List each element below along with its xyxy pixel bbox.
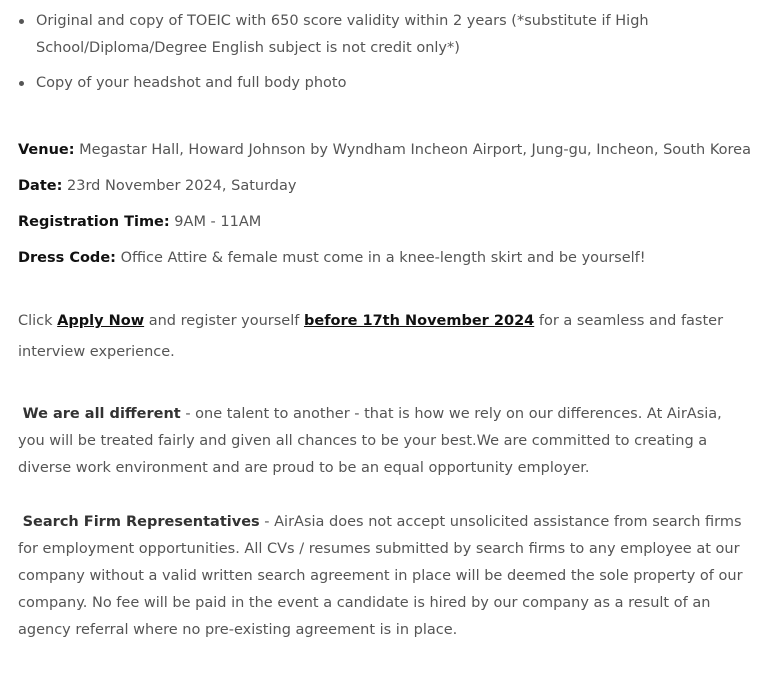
diversity-paragraph	[18, 401, 743, 482]
venue-label: Venue:	[18, 142, 75, 158]
apply-now-link[interactable]: Apply Now	[57, 313, 145, 329]
bullet-icon	[19, 19, 24, 24]
dress-code-value: Office Attire & female must come in a knee-length skirt and be yourself!	[120, 250, 646, 266]
dress-code-label: Dress Code:	[18, 250, 116, 266]
dress-code-line	[18, 246, 753, 270]
requirements-list	[18, 8, 738, 105]
diversity-text: - one talent to another - that is how we rely on our differences. At AirAsia, you will be treated fairly and given all chances to be your best.We are committed to creating a diverse work environment and are proud to be an equal opportunity employer.	[18, 406, 722, 476]
diversity-heading: We are all different	[22, 406, 181, 422]
requirement-text: Original and copy of TOEIC with 650 score validity within 2 years (*substitute if High School/Diploma/Degree English subject is not credit only*)	[36, 13, 649, 56]
date-line	[18, 174, 753, 198]
registration-line	[18, 210, 753, 234]
requirement-text: Copy of your headshot and full body photo	[36, 75, 347, 91]
list-item	[18, 70, 738, 97]
venue-value: Megastar Hall, Howard Johnson by Wyndham Incheon Airport, Jung-gu, Incheon, South Korea	[79, 142, 751, 158]
event-details	[18, 138, 753, 282]
search-firm-text: - AirAsia does not accept unsolicited assistance from search firms for employment opportunities. All CVs / resumes submitted by search firms to any employee at our company without a valid written search agreement in place will be deemed the sole property of our company. No fee will be paid in the event a candidate is hired by our company as a result of an agency referral where no pre-existing agreement is in place.	[18, 514, 743, 638]
date-label: Date:	[18, 178, 63, 194]
search-firm-paragraph	[18, 509, 743, 644]
apply-prefix: Click	[18, 313, 58, 329]
venue-line	[18, 138, 753, 162]
apply-instruction	[18, 306, 748, 368]
bullet-icon	[19, 81, 24, 86]
search-firm-heading: Search Firm Representatives	[22, 514, 260, 530]
registration-label: Registration Time:	[18, 214, 170, 230]
apply-suffix: for a seamless and faster interview experience.	[18, 313, 724, 360]
deadline-link[interactable]: before 17th November 2024	[303, 313, 535, 329]
list-item	[18, 8, 738, 62]
date-value: 23rd November 2024, Saturday	[67, 178, 297, 194]
apply-middle: and register yourself	[144, 313, 304, 329]
registration-value: 9AM - 11AM	[174, 214, 262, 230]
